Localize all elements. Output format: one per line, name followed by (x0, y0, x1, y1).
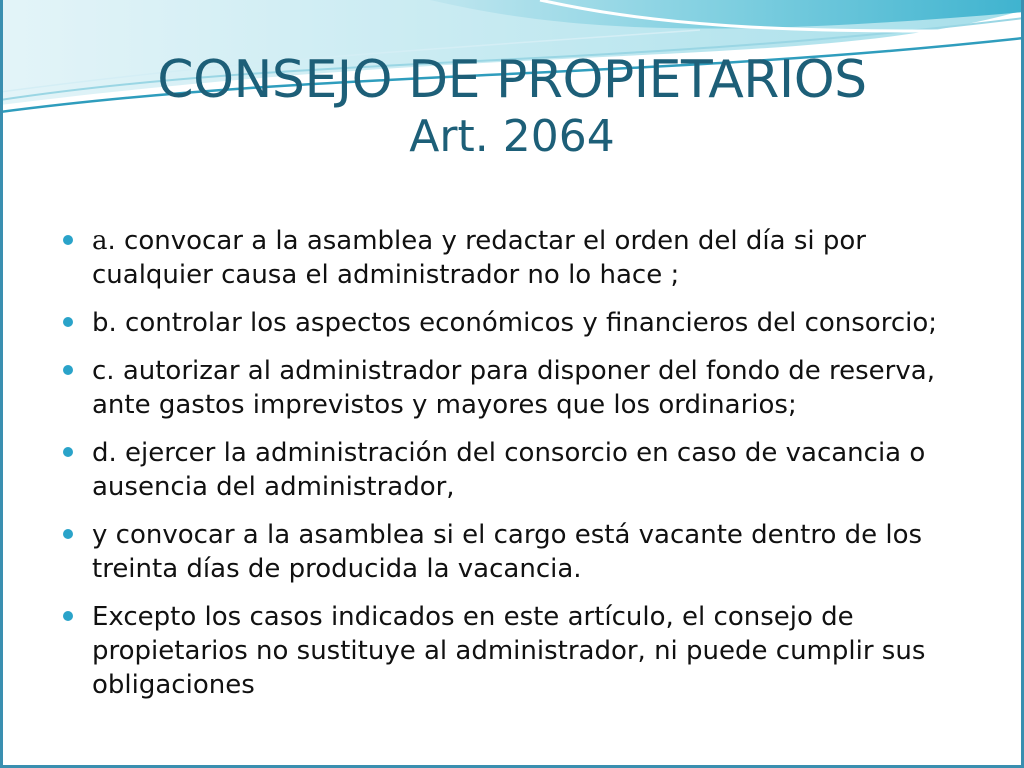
bullet-text: c. autorizar al administrador para disponer del fondo de reserva, ante gastos imprevistos y mayores que los ordinarios; (92, 356, 935, 420)
bullet-item-a (62, 224, 962, 292)
bullet-item-f (62, 600, 962, 702)
bullet-list (62, 224, 962, 716)
bullet-dot-icon (63, 611, 73, 621)
bullet-item-b (62, 306, 962, 340)
bullet-text: Excepto los casos indicados en este artículo, el consejo de propietarios no sustituye al administrador, ni puede cumplir sus obligaciones (92, 602, 926, 700)
bullet-dot-icon (63, 529, 73, 539)
bullet-prefix: a (92, 226, 108, 256)
slide-title (0, 50, 1024, 163)
bullet-dot-icon (63, 317, 73, 327)
bullet-text: y convocar a la asamblea si el cargo está vacante dentro de los treinta días de producida la vacancia. (92, 520, 923, 584)
bullet-dot-icon (63, 235, 73, 245)
bullet-text: . convocar a la asamblea y redactar el orden del día si por cualquier causa el administrador no lo hace ; (92, 226, 866, 290)
bullet-dot-icon (63, 365, 73, 375)
title-main: CONSEJO DE PROPIETARIOS (157, 50, 867, 110)
title-article: Art. 2064 (409, 111, 615, 163)
bullet-item-c (62, 354, 962, 422)
bullet-item-e (62, 518, 962, 586)
bullet-dot-icon (63, 447, 73, 457)
bullet-item-d (62, 436, 962, 504)
bullet-text: b. controlar los aspectos económicos y financieros del consorcio; (92, 308, 938, 338)
bullet-text: d. ejercer la administración del consorcio en caso de vacancia o ausencia del administrador, (92, 438, 926, 502)
